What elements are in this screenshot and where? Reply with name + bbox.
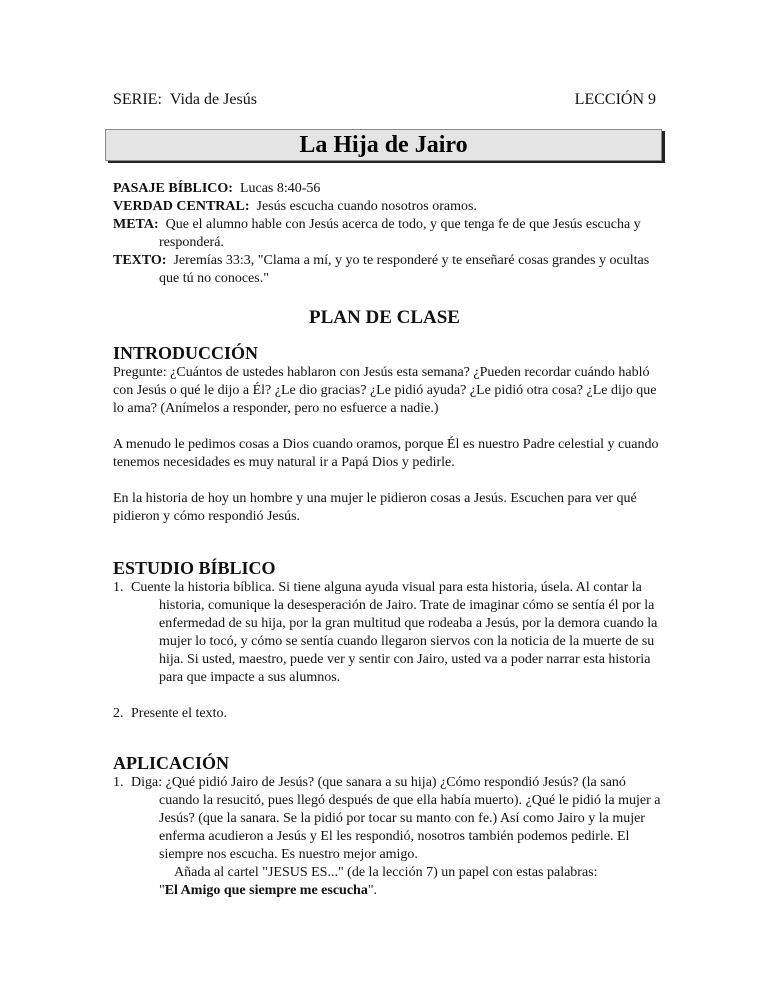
item-text: Diga: ¿Qué pidió Jairo de Jesús? (que sanara a su hija) ¿Cómo respondió Jesús? (la sanó cuando la resucitó, pues llegó después de que ella había muerto). ¿Qué le pidió la mujer a Jesús? (que la sanara. Se la pidió por tocar su manto con fe.) Así como Jairo y la mujer enferma acudieron a Jesús y El les respondió, nosotros también podemos pedirle. El siempre nos escucha. Es nuestro mejor amigo. [131, 775, 661, 862]
title-box [105, 129, 662, 161]
meta-passage-value: Lucas 8:40-56 [239, 181, 321, 196]
quote-open: " [159, 883, 165, 898]
meta-passage [113, 180, 661, 198]
item-number: 1. [113, 580, 124, 595]
meta-central-truth [113, 198, 661, 216]
item-text: Presente el texto. [131, 706, 228, 721]
meta-central-truth-value: Jesús escucha cuando nosotros oramos. [256, 199, 477, 214]
meta-goal-value: Que el alumno hable con Jesús acerca de todo, y que tenga fe de que Jesús escucha y responderá. [159, 217, 641, 250]
page-title: La Hija de Jairo [299, 132, 468, 158]
item-number: 1. [113, 775, 124, 790]
application-heading: APLICACIÓN [113, 753, 230, 773]
introduction-paragraph-1: Pregunte: ¿Cuántos de ustedes hablaron con Jesús esta semana? ¿Pueden recordar cuándo habló con Jesús o qué le dijo a Él? ¿Le dio gracias? ¿Le pidió ayuda? ¿Le pidió otra cosa? ¿Le dijo que lo ama? (Anímelos a responder, pero no esfuerce a nadie.) [113, 365, 657, 416]
meta-text-label: TEXTO: [113, 253, 167, 268]
item-subline [159, 864, 661, 882]
quote-bold-text: El Amigo que siempre me escucha [164, 883, 368, 898]
lesson-meta [113, 180, 661, 288]
bible-study-heading: ESTUDIO BÍBLICO [113, 558, 276, 578]
meta-passage-label: PASAJE BÍBLICO: [113, 181, 233, 196]
plan-heading: PLAN DE CLASE [309, 307, 460, 328]
bible-study-item-2 [113, 705, 661, 723]
introduction-heading: INTRODUCCIÓN [113, 343, 259, 363]
series-label-value: Vida de Jesús [169, 91, 257, 108]
introduction-paragraph-2: A menudo le pedimos cosas a Dios cuando oramos, porque Él es nuestro Padre celestial y cuando tenemos necesidades es muy natural ir a Papá Dios y pedirle. [113, 437, 659, 470]
introduction-paragraph-3: En la historia de hoy un hombre y una mujer le pidieron cosas a Jesús. Escuchen para ver qué pidieron y cómo respondió Jesús. [113, 491, 637, 524]
meta-text-value: Jeremías 33:3, "Clama a mí, y yo te responderé y te enseñaré cosas grandes y ocultas que tú no conoces." [159, 253, 650, 286]
application-item-1 [113, 774, 661, 900]
meta-goal-label: META: [113, 217, 159, 232]
item-number: 2. [113, 706, 124, 721]
series-label [113, 91, 257, 109]
item-subline-text: Añada al cartel "JESUS ES..." (de la lección 7) un papel con estas palabras: [174, 865, 598, 880]
item-text: Cuente la historia bíblica. Si tiene alguna ayuda visual para esta historia, úsela. Al contar la historia, comunique la desesperación de Jairo. Trate de imaginar cómo se sentía él por la enfermedad de su hija, por la gran multitud que rodeaba a Jesús, por la demora cuando la mujer lo tocó, y cómo se sentía cuando llegaron siervos con la noticia de la muerte de su hija. Si usted, maestro, puede ver y sentir con Jairo, usted va a poder narrar esta historia para que impacte a sus alumnos. [131, 580, 658, 685]
item-quote [159, 882, 661, 900]
meta-central-truth-label: VERDAD CENTRAL: [113, 199, 250, 214]
quote-close: ". [367, 883, 378, 898]
meta-text [113, 252, 661, 288]
series-label-key: SERIE: [113, 91, 162, 108]
lesson-number: LECCIÓN 9 [574, 91, 656, 108]
bible-study-item-1 [113, 579, 661, 687]
meta-goal [113, 216, 661, 252]
